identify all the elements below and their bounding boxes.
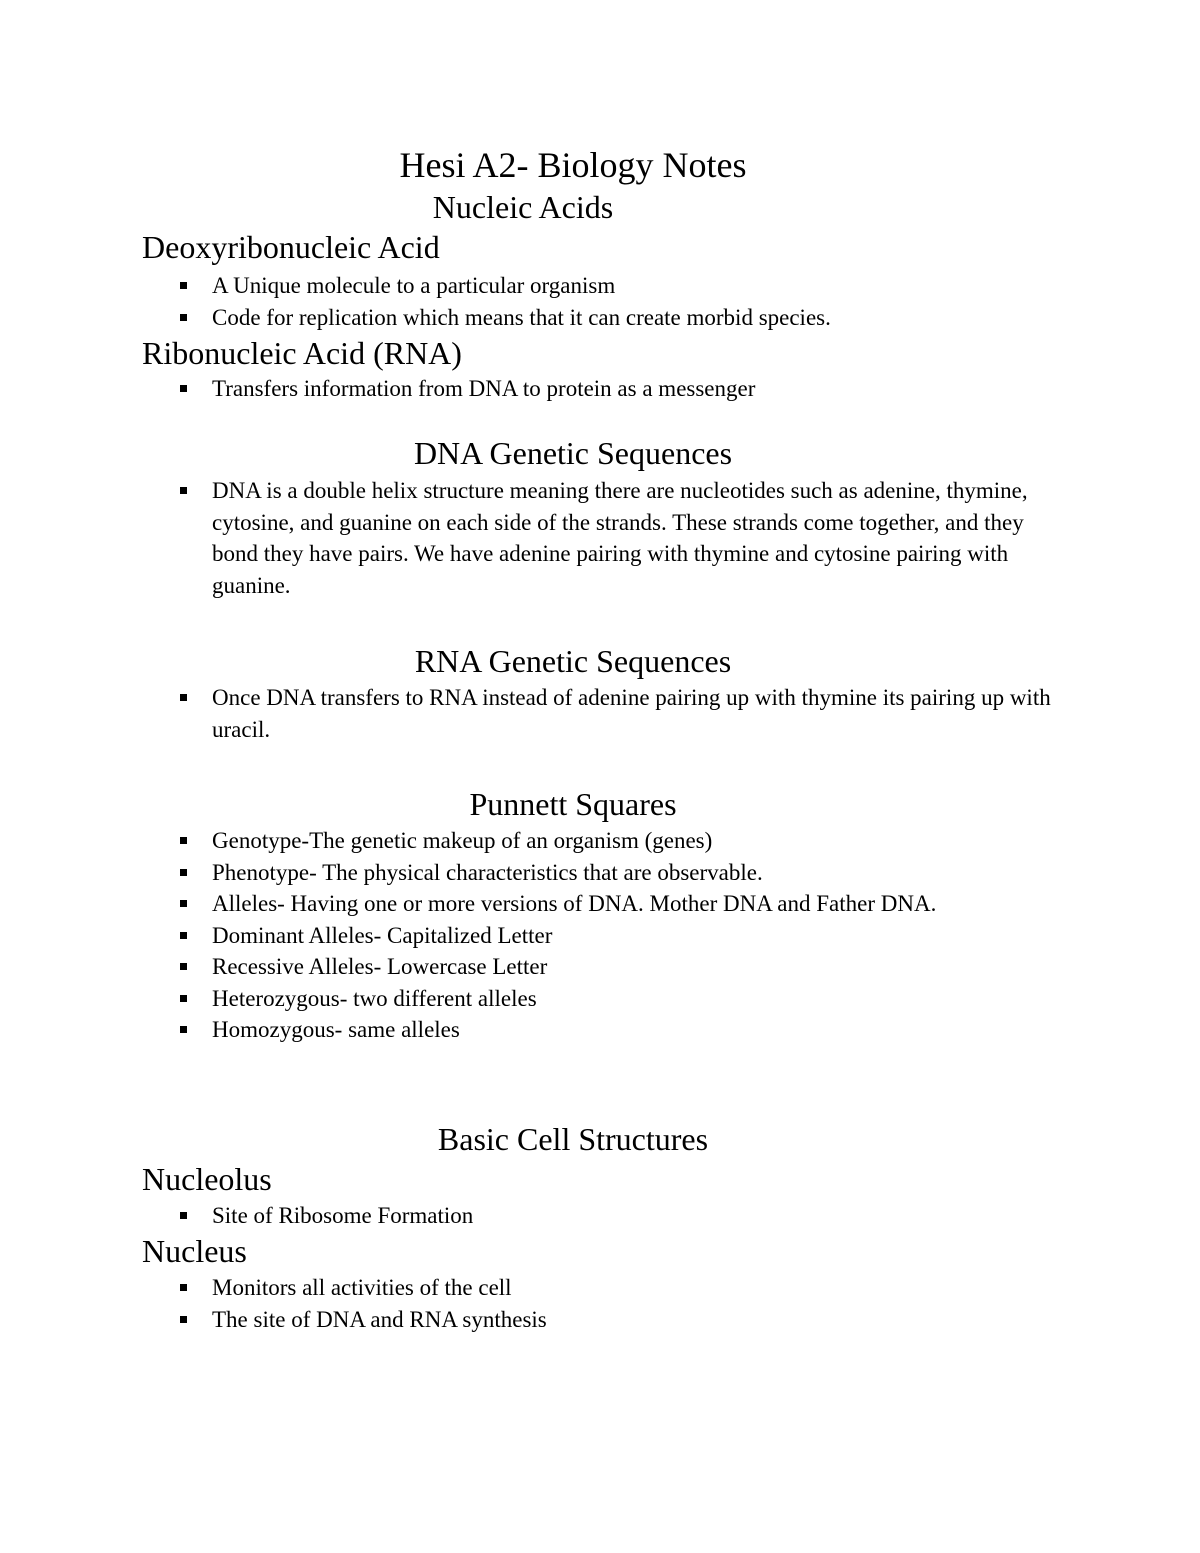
list-item (0, 1304, 1052, 1336)
heading-nucleolus: Nucleolus (142, 1161, 272, 1197)
list-item (0, 983, 1052, 1015)
list-item-text: Dominant Alleles- Capitalized Letter (212, 922, 553, 948)
heading-dna: Deoxyribonucleic Acid (142, 229, 440, 265)
list-item-text: Monitors all activities of the cell (212, 1275, 512, 1300)
bullet-icon (180, 837, 187, 844)
bullet-icon (180, 314, 187, 321)
list-item-text: Code for replication which means that it can create morbid species. (212, 304, 831, 330)
list-item-text: Transfers information from DNA to protein as a messenger (212, 376, 756, 401)
list-item (0, 1200, 1052, 1232)
list-item-text: The site of DNA and RNA synthesis (212, 1306, 547, 1332)
bullet-icon (180, 1212, 187, 1219)
bullet-icon (180, 995, 187, 1002)
list-item-text: DNA is a double helix structure meaning there are nucleotides such as adenine, thymine, cytosine, and guanine on each side of the strands. These strands come together, and they bond they have pairs. We have adenine pairing with thymine and cytosine pairing with guanine. (212, 478, 1028, 598)
list-item (0, 920, 1052, 952)
list-item-text: Recessive Alleles- Lowercase Letter (212, 954, 548, 979)
list-item-text: A Unique molecule to a particular organism (212, 273, 616, 298)
list-dna-sequences (0, 475, 1052, 601)
bullet-icon (180, 282, 187, 289)
list-nucleus (0, 1272, 1052, 1335)
list-item (0, 1272, 1052, 1304)
list-item (0, 270, 1052, 302)
list-item-text: Phenotype- The physical characteristics that are observable. (212, 859, 763, 885)
list-dna (0, 270, 1052, 333)
list-item-text: Once DNA transfers to RNA instead of adenine pairing up with thymine its pairing up with uracil. (212, 685, 1051, 742)
list-item-text: Homozygous- same alleles (212, 1017, 460, 1042)
list-rna (0, 373, 1052, 405)
heading-nucleus: Nucleus (142, 1233, 247, 1269)
list-item-text: Site of Ribosome Formation (212, 1203, 474, 1228)
bullet-icon (180, 869, 187, 876)
heading-basic-cell-structures: Basic Cell Structures (437, 1121, 709, 1157)
list-nucleolus (0, 1200, 1052, 1232)
page-title: Hesi A2- Biology Notes (399, 145, 747, 185)
list-rna-sequences (0, 682, 1052, 745)
bullet-icon (180, 1284, 187, 1291)
list-item (0, 302, 1052, 334)
list-item-text: Heterozygous- two different alleles (212, 985, 537, 1011)
section-title-nucleic-acids: Nucleic Acids (432, 189, 614, 225)
list-item (0, 888, 1052, 920)
heading-rna-sequences: RNA Genetic Sequences (414, 643, 732, 679)
list-item (0, 373, 1052, 405)
bullet-icon (180, 900, 187, 907)
list-item (0, 857, 1052, 889)
list-item-text: Genotype-The genetic makeup of an organism (genes) (212, 828, 713, 853)
list-item (0, 951, 1052, 983)
list-item (0, 1014, 1052, 1046)
list-item-text: Alleles- Having one or more versions of DNA. Mother DNA and Father DNA. (212, 891, 937, 916)
heading-rna: Ribonucleic Acid (RNA) (142, 335, 462, 371)
heading-dna-sequences: DNA Genetic Sequences (413, 435, 733, 471)
list-item (0, 682, 1052, 745)
heading-punnett-squares: Punnett Squares (469, 786, 677, 822)
list-item (0, 825, 1052, 857)
bullet-icon (180, 385, 187, 392)
list-punnett-squares (0, 825, 1052, 1046)
bullet-icon (180, 694, 187, 701)
bullet-icon (180, 1316, 187, 1323)
list-item (0, 475, 1052, 601)
bullet-icon (180, 932, 187, 939)
bullet-icon (180, 487, 187, 494)
bullet-icon (180, 963, 187, 970)
bullet-icon (180, 1026, 187, 1033)
